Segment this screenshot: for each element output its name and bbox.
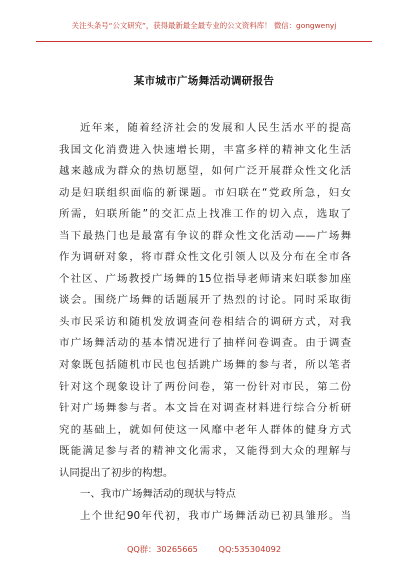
header-divider [36,41,372,42]
body-line: 针对广场舞参与者。本文旨在对调查材料进行综合分析研 [59,402,351,415]
body-line: 上个世纪90年代初，我市广场舞活动已初具雏形。当 [80,509,351,522]
body-line: 作为调研对象，将市群众性文化引领人以及分布在全市各 [59,251,351,264]
body-line: 当下最热门也是最富有争议的群众性文化活动——广场舞 [59,229,351,242]
footer-qq: QQ:535304092 [218,544,282,554]
body-line: 对象既包括随机市民也包括跳广场舞的参与者，所以笔者 [59,359,351,372]
body-line: 近年来，随着经济社会的发展和人民生活水平的提高 [80,122,351,134]
body-line: 所需，妇联所能”的交汇点上找准工作的切入点，选取了 [59,208,351,221]
body-line: 针对这个现象设计了两份问卷，第一份针对市民，第二份 [59,380,351,393]
document-body [59,118,351,527]
document-title: 某市城市广场舞活动调研报告 [133,75,275,87]
section-heading: 一、我市广场舞活动的现状与特点 [80,488,236,501]
body-line: 谈会。围绕广场舞的话题展开了热烈的讨论。同时采取街 [59,294,351,307]
body-line: 究的基础上，就如何使这一风靡中老年人群体的健身方式 [59,423,351,436]
header-promo-note: 关注头条号“公文研究”，获得最新最全最专业的公文资料库！ 微信：gongwenyj [71,21,337,30]
body-line: 认同提出了初步的构想。 [59,466,174,479]
footer-contact [0,544,408,555]
body-line: 动是妇联组织面临的新课题。市妇联在“党政所急，妇女 [59,186,351,199]
body-line: 越来越成为群众的热切愿望，如何广泛开展群众性文化活 [59,165,351,178]
footer-qq-group: QQ群：30265665 [126,544,198,554]
body-line: 头市民采访和随机发放调查问卷相结合的调研方式，对我 [59,315,351,328]
body-line: 市广场舞活动的基本情况进行了抽样问卷调查。由于调查 [59,337,351,350]
body-line: 既能满足参与者的精神文化需求，又能得到大众的理解与 [59,445,351,458]
body-line: 个社区、广场教授广场舞的15位指导老师请来妇联参加座 [59,272,351,285]
body-line: 我国文化消费进入快速增长期，丰富多样的精神文化生活 [59,143,351,156]
